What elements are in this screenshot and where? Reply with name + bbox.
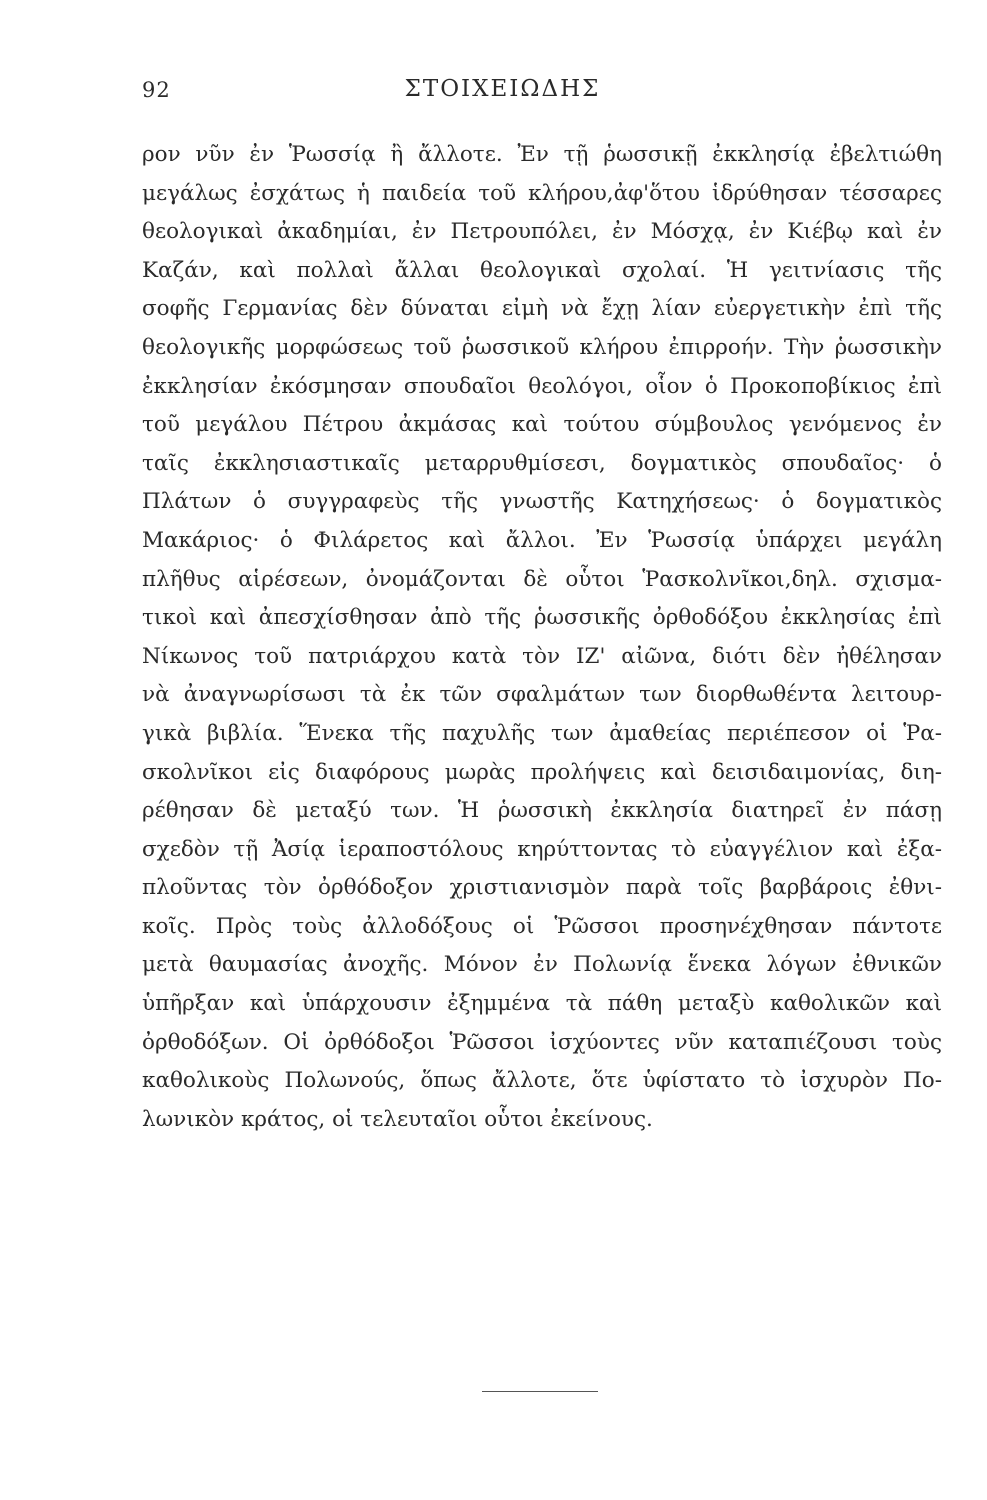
text-line: κοῖς. Πρὸς τοὺς ἀλλοδόξους οἱ Ῥῶσσοι προσηνέχθησαν πάντοτε (142, 913, 942, 939)
text-line: θεολογικαὶ ἀκαδημίαι, ἐν Πετρουπόλει, ἐν Μόσχᾳ, ἐν Κιέβῳ καὶ ἐν (142, 219, 942, 245)
text-line: Μακάριος· ὁ Φιλάρετος καὶ ἄλλοι. Ἐν Ῥωσσίᾳ ὑπάρχει μεγάλη (142, 527, 942, 553)
text-line: θεολογικῆς μορφώσεως τοῦ ῥωσσικοῦ κλήρου ἐπιρροήν. Τὴν ῥωσσικὴν (142, 334, 942, 360)
text-line: σκολνῖκοι εἰς διαφόρους μωρὰς προλήψεις καὶ δεισιδαιμονίας, διη- (142, 759, 942, 785)
text-line: ρέθησαν δὲ μεταξύ των. Ἡ ῥωσσικὴ ἐκκλησία διατηρεῖ ἐν πάσῃ (142, 798, 942, 824)
text-line: ὑπῆρξαν καὶ ὑπάρχουσιν ἐξημμένα τὰ πάθη μεταξὺ καθολικῶν καὶ (142, 991, 942, 1017)
text-line: ταῖς ἐκκλησιαστικαῖς μεταρρυθμίσεσι, δογματικὸς σπουδαῖος· ὁ (142, 450, 942, 476)
text-line: σοφῆς Γερμανίας δὲν δύναται εἰμὴ νὰ ἔχῃ λίαν εὐεργετικὴν ἐπὶ τῆς (142, 296, 942, 322)
text-line: Πλάτων ὁ συγγραφεὺς τῆς γνωστῆς Κατηχήσεως· ὁ δογματικὸς (142, 489, 942, 515)
text-line: πλῆθυς αἱρέσεων, ὀνομάζονται δὲ οὗτοι Ῥασκολνῖκοι,δηλ. σχισμα- (142, 566, 942, 592)
text-line: σχεδὸν τῇ Ἀσίᾳ ἱεραποστόλους κηρύττοντας τὸ εὐαγγέλιον καὶ ἐξα- (142, 836, 942, 862)
text-line: Καζάν, καὶ πολλαὶ ἄλλαι θεολογικαὶ σχολαί. Ἡ γειτνίασις τῆς (142, 257, 942, 283)
text-line: ἐκκλησίαν ἐκόσμησαν σπουδαῖοι θεολόγοι, οἷον ὁ Προκοποβίκιος ἐπὶ (142, 373, 942, 399)
text-line: γικὰ βιβλία. Ἕνεκα τῆς παχυλῆς των ἀμαθείας περιέπεσον οἱ Ῥα- (142, 720, 942, 746)
text-line: πλοῦντας τὸν ὀρθόδοξον χριστιανισμὸν παρὰ τοῖς βαρβάροις ἐθνι- (142, 875, 942, 901)
text-line: μετὰ θαυμασίας ἀνοχῆς. Μόνον ἐν Πολωνίᾳ ἕνεκα λόγων ἐθνικῶν (142, 952, 942, 978)
text-line: καθολικοὺς Πολωνούς, ὅπως ἄλλοτε, ὅτε ὑφίστατο τὸ ἰσχυρὸν Πο- (142, 1068, 942, 1094)
section-rule (482, 1391, 598, 1392)
page-number: 92 (142, 78, 171, 102)
text-line: Νίκωνος τοῦ πατριάρχου κατὰ τὸν ΙΖ' αἰῶνα, διότι δὲν ἠθέλησαν (142, 643, 942, 669)
text-line: λωνικὸν κράτος, οἱ τελευταῖοι οὗτοι ἐκείνους. (142, 1106, 653, 1132)
text-line: τοῦ μεγάλου Πέτρου ἀκμάσας καὶ τούτου σύμβουλος γενόμενος ἐν (142, 412, 942, 438)
running-title: ΣΤΟΙΧΕΙΩΔΗΣ (404, 76, 601, 102)
text-line: μεγάλως ἐσχάτως ἡ παιδεία τοῦ κλήρου,ἀφ'ὅτου ἱδρύθησαν τέσσαρες (142, 180, 942, 206)
text-line: τικοὶ καὶ ἀπεσχίσθησαν ἀπὸ τῆς ῥωσσικῆς ὀρθοδόξου ἐκκλησίας ἐπὶ (142, 605, 942, 631)
text-line: νὰ ἀναγνωρίσωσι τὰ ἐκ τῶν σφαλμάτων των διορθωθέντα λειτουρ- (142, 682, 942, 708)
text-line: ρον νῦν ἐν Ῥωσσίᾳ ἢ ἄλλοτε. Ἐν τῇ ῥωσσικῇ ἐκκλησίᾳ ἐβελτιώθη (142, 142, 942, 167)
text-line: ὀρθοδόξων. Οἱ ὀρθόδοξοι Ῥῶσσοι ἰσχύοντες νῦν καταπιέζουσι τοὺς (142, 1029, 942, 1055)
body-text (142, 136, 942, 1139)
